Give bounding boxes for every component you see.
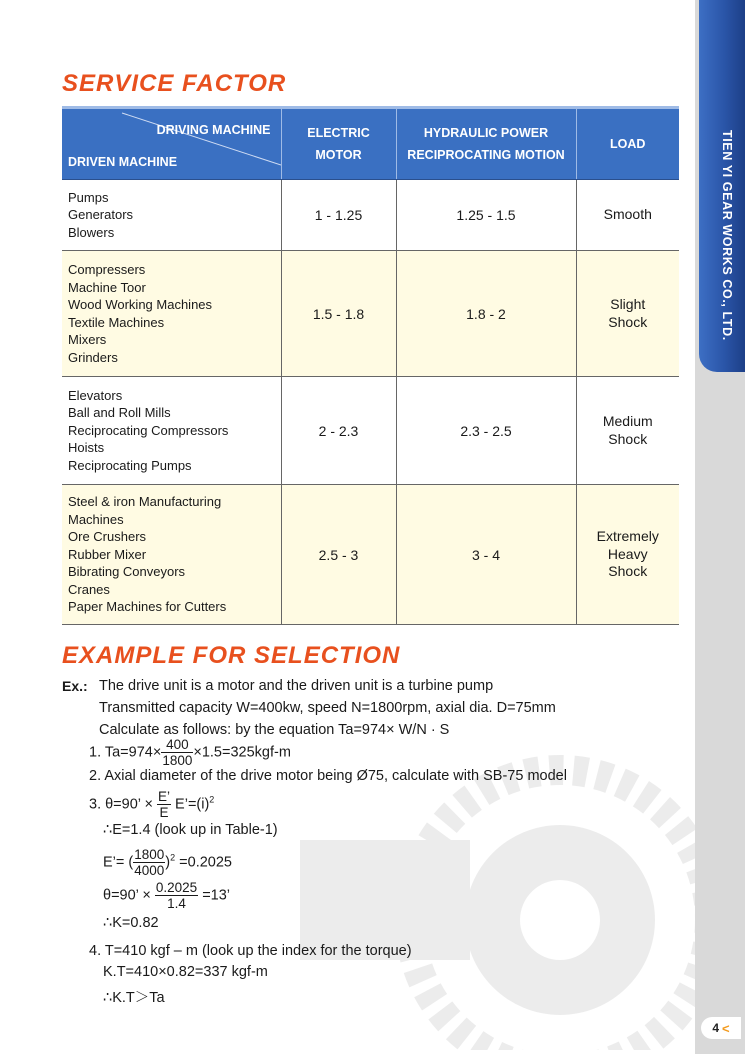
machine-item: Compressers xyxy=(68,262,146,277)
step-3-e-prime: E’= ( $\frac{1800}{4000}$ )$^2$ =0.2025 xyxy=(103,847,232,878)
machine-item: Steel & iron Manufacturing xyxy=(68,494,222,510)
step-4-conclusion: ∴K.T＞Ta xyxy=(103,990,165,1006)
fraction: $\frac{400}{1800}$ xyxy=(162,737,193,768)
example-label: Ex.: xyxy=(62,678,88,694)
machine-item: Reciprocating Pumps xyxy=(68,457,192,473)
table-row xyxy=(62,485,679,625)
machine-item: Elevators xyxy=(68,387,123,403)
table-row xyxy=(62,377,679,485)
electric-factor-cell: 1.5 - 1.8 xyxy=(281,251,396,377)
step-1: 1. Ta=974× $\frac{400}{1800}$ ×1.5=325kgf-m xyxy=(89,737,291,768)
fraction: $\frac{1800}{4000}$ xyxy=(134,847,165,878)
machine-item: Wood Working Machines xyxy=(68,297,213,312)
electric-factor-cell: 2 - 2.3 xyxy=(281,377,396,485)
machine-item: Generators xyxy=(68,207,134,223)
load-text: Extremely xyxy=(596,528,659,545)
chevron-left-icon: < xyxy=(722,1020,730,1036)
load-cell xyxy=(576,180,679,251)
machine-item: Rubber Mixer xyxy=(68,546,147,562)
header-electric-motor: ELECTRIC MOTOR xyxy=(281,108,396,180)
machine-item: Pumps xyxy=(68,189,109,205)
table-row xyxy=(62,251,679,377)
machine-item: Ball and Roll Mills xyxy=(68,405,171,421)
load-text: Medium xyxy=(602,413,653,429)
fraction: $\frac{E’}{E}$ xyxy=(158,789,171,820)
load-cell xyxy=(576,377,679,485)
background-gear-image xyxy=(300,690,720,1050)
service-factor-table xyxy=(62,106,679,625)
fraction: $\frac{0.2025}{1.4}$ xyxy=(155,880,198,911)
hydraulic-factor-cell: 1.25 - 1.5 xyxy=(396,180,576,251)
machine-item: Textile Machines xyxy=(68,314,165,330)
header-driven-machine: DRIVEN MACHINE xyxy=(68,155,178,169)
electric-factor-cell: 1 - 1.25 xyxy=(281,180,396,251)
load-cell xyxy=(576,485,679,625)
driven-machine-cell xyxy=(62,377,281,485)
electric-factor-cell: 2.5 - 3 xyxy=(281,485,396,625)
example-intro-3: Calculate as follows: by the equation Ta=974× W/N · S xyxy=(99,722,450,738)
machine-item: Bibrating Conveyors xyxy=(68,564,186,580)
step-4-kt: K.T=410×0.82=337 kgf-m xyxy=(103,964,268,980)
step-2: 2. Axial diameter of the drive motor being Ø75, calculate with SB-75 model xyxy=(89,768,567,784)
service-factor-title: SERVICE FACTOR xyxy=(62,70,287,97)
machine-item: Grinders xyxy=(68,349,118,365)
machine-item: Paper Machines for Cutters xyxy=(68,599,227,615)
company-name: TIEN YI GEAR WORKS CO., LTD. xyxy=(720,130,734,341)
load-cell xyxy=(576,251,679,377)
company-tab xyxy=(699,0,745,372)
hydraulic-factor-cell: 2.3 - 2.5 xyxy=(396,377,576,485)
load-text: Smooth xyxy=(603,206,652,223)
page-number: 4 xyxy=(712,1021,720,1035)
load-text: Shock xyxy=(608,313,648,330)
load-text: Heavy xyxy=(607,545,648,562)
driven-machine-cell xyxy=(62,251,281,377)
step-3-result-e: ∴E=1.4 (look up in Table-1) xyxy=(103,822,278,838)
example-intro-2: Transmitted capacity W=400kw, speed N=1800rpm, axial dia. D=75mm xyxy=(99,700,556,716)
load-text: Slight xyxy=(610,296,646,312)
machine-item: Reciprocating Compressors xyxy=(68,422,229,438)
table-row xyxy=(62,180,679,251)
side-bar xyxy=(695,0,745,1054)
header-load: LOAD xyxy=(576,108,679,180)
header-driving-machine: DRIVING MACHINE xyxy=(156,123,271,137)
step-3-result-k: ∴K=0.82 xyxy=(103,915,159,931)
machine-item: Cranes xyxy=(68,581,110,597)
table-header-row xyxy=(62,108,679,180)
example-intro-1: The drive unit is a motor and the driven unit is a turbine pump xyxy=(99,678,494,694)
driven-machine-cell xyxy=(62,485,281,625)
hydraulic-factor-cell: 3 - 4 xyxy=(396,485,576,625)
load-text: Shock xyxy=(608,563,648,580)
driven-machine-cell xyxy=(62,180,281,251)
page-number-tab xyxy=(701,1017,741,1039)
machine-item: Hoists xyxy=(68,440,105,456)
machine-item: Mixers xyxy=(68,332,107,347)
load-text: Shock xyxy=(608,430,648,447)
machine-item: Blowers xyxy=(68,224,115,240)
machine-item: Machine Toor xyxy=(68,279,146,295)
header-hydraulic-power: HYDRAULIC POWER RECIPROCATING MOTION xyxy=(396,108,576,180)
example-title: EXAMPLE FOR SELECTION xyxy=(62,642,401,669)
header-diagonal-cell xyxy=(62,108,281,180)
machine-item: Ore Crushers xyxy=(68,529,147,545)
hydraulic-factor-cell: 1.8 - 2 xyxy=(396,251,576,377)
step-3: 3. θ=90’ × $\frac{E’}{E}$ $E’=(i)^2$ xyxy=(89,789,215,820)
step-4: 4. T=410 kgf – m (look up the index for the torque) xyxy=(89,943,412,959)
machine-item: Machines xyxy=(68,511,124,527)
step-3-theta: θ=90’ × $\frac{0.2025}{1.4}$ =13’ xyxy=(103,880,231,911)
